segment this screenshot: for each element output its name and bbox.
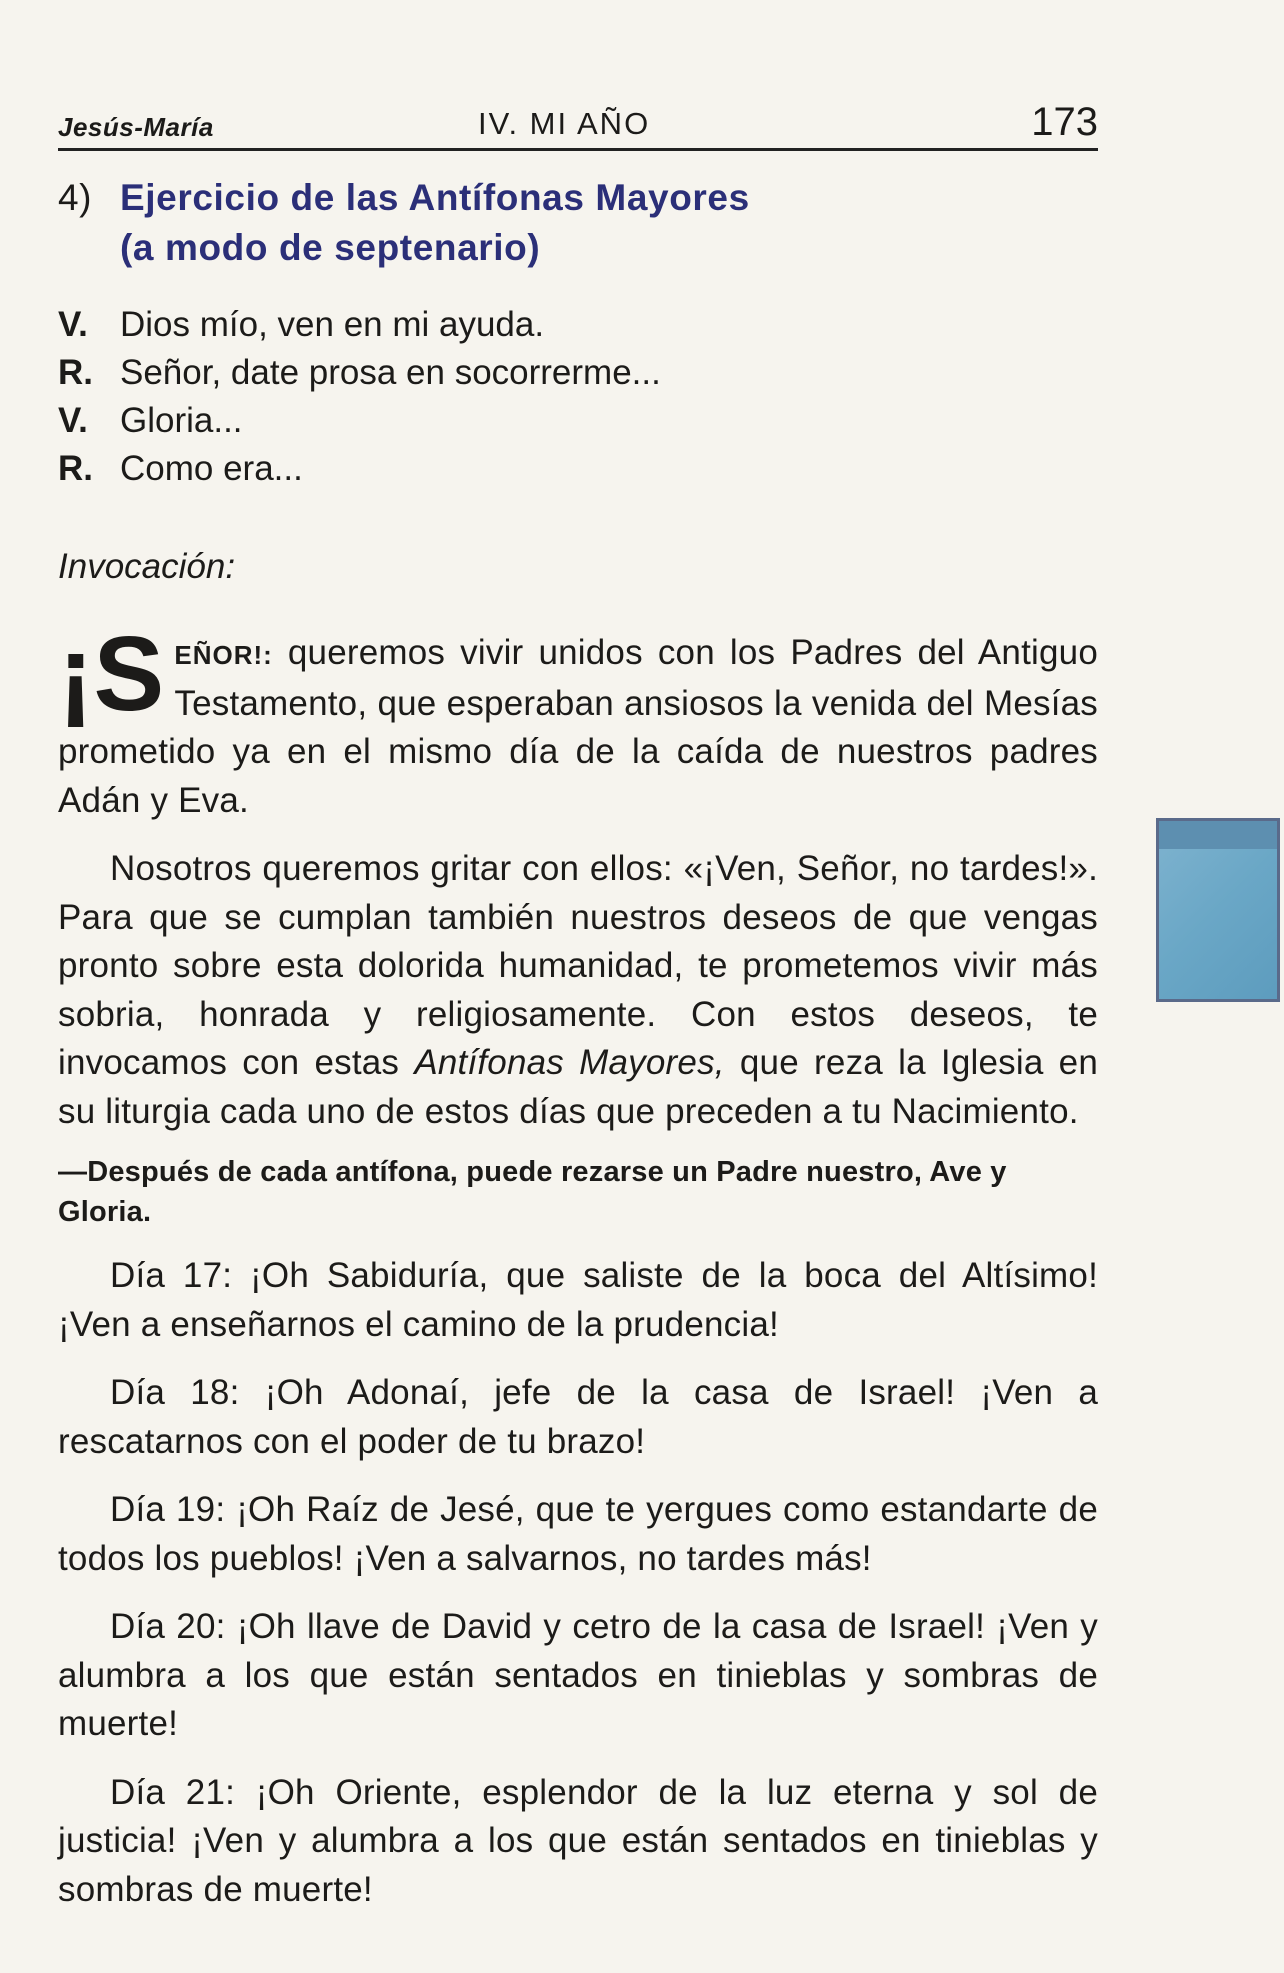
- italic-phrase: Antífonas Mayores,: [414, 1043, 725, 1082]
- paragraph-text-end: que reza la Iglesia en su liturgia cada uno de estos días que preceden a tu Nacimiento.: [58, 1043, 1098, 1131]
- rubric-note: —Después de cada antífona, puede rezarse un Padre nuestro, Ave y Gloria.: [58, 1156, 1007, 1228]
- running-head: [58, 100, 1098, 151]
- versicle-line: [58, 397, 1098, 445]
- section-heading: [58, 173, 1098, 273]
- response-mark: R.: [58, 353, 93, 392]
- response-mark: R.: [58, 449, 93, 488]
- invocation-paragraph-2: [58, 845, 1098, 1136]
- antiphon-text: ¡Oh Adonaí, jefe de la casa de Israel! ¡Ven a rescatarnos con el poder de tu brazo!: [58, 1373, 1099, 1461]
- antiphon-text: ¡Oh llave de David y cetro de la casa de Israel! ¡Ven y alumbra a los que están sentados en tinieblas y sombras de muerte!: [58, 1607, 1098, 1743]
- day-label: Día 20:: [110, 1607, 226, 1646]
- book-page: [58, 100, 1098, 1914]
- antiphon-day-18: [58, 1369, 1098, 1466]
- margin-color-tab: [1156, 818, 1280, 1002]
- response-text: Como era...: [120, 449, 303, 488]
- versicles: [58, 301, 1098, 493]
- day-label: Día 18:: [110, 1373, 240, 1412]
- drop-cap: [58, 615, 165, 733]
- versicle-text: Gloria...: [120, 401, 243, 440]
- antiphon-text: ¡Oh Sabiduría, que saliste de la boca del Altísimo! ¡Ven a enseñarnos el camino de la prudencia!: [58, 1256, 1099, 1344]
- section-title: Ejercicio de las Antífonas Mayores: [120, 177, 750, 218]
- response-line: [58, 445, 1098, 493]
- antiphon-day-17: [58, 1252, 1098, 1349]
- antiphon-day-20: [58, 1603, 1098, 1749]
- margin-tab-band: [1159, 821, 1277, 849]
- response-line: [58, 349, 1098, 397]
- drop-cap-exclamation: ¡: [58, 615, 94, 733]
- paragraph-text: Nosotros queremos gritar con ellos: «¡Ven, Señor, no tardes!». Para que se cumplan también nuestros deseos de que vengas pronto sobre esta dolorida humanidad, te prometemos vivir más sobria, honrada y religiosamente. Con estos deseos, te invocamos con estas: [58, 849, 1098, 1082]
- drop-cap-letter: S: [93, 615, 165, 733]
- invocation-label: Invocación:: [58, 547, 236, 586]
- section-number: 4): [58, 177, 93, 218]
- day-label: Día 17:: [110, 1256, 233, 1295]
- section-subtitle: (a modo de septenario): [120, 227, 541, 268]
- antiphon-day-19: [58, 1486, 1098, 1583]
- small-caps-word: EÑOR!:: [174, 640, 273, 670]
- versicle-line: [58, 301, 1098, 349]
- response-text: Señor, date prosa en socorrerme...: [120, 353, 661, 392]
- page-number: 173: [1031, 100, 1098, 144]
- running-head-author: Jesús-María: [58, 112, 214, 142]
- antiphon-text: ¡Oh Raíz de Jesé, que te yergues como estandarte de todos los pueblos! ¡Ven a salvarnos, no tardes más!: [58, 1490, 1098, 1578]
- antiphon-day-21: [58, 1769, 1098, 1915]
- invocation-paragraph-1: [58, 615, 1098, 825]
- antiphon-text: ¡Oh Oriente, esplendor de la luz eterna y sol de justicia! ¡Ven y alumbra a los que están sentados en tinieblas y sombras de muerte!: [58, 1772, 1098, 1909]
- paragraph-text: queremos vivir unidos con los Padres del Antiguo Testamento, que esperaban ansiosos la venida del Mesías prometido ya en el mismo día de la caída de nuestros padres Adán y Eva.: [58, 633, 1098, 820]
- day-label: Día 19:: [110, 1490, 226, 1529]
- versicle-text: Dios mío, ven en mi ayuda.: [120, 305, 545, 344]
- day-label: Día 21:: [110, 1772, 236, 1812]
- versicle-mark: V.: [58, 401, 88, 440]
- antiphon-list: [58, 1252, 1098, 1914]
- versicle-mark: V.: [58, 305, 88, 344]
- running-head-chapter: IV. MI AÑO: [478, 106, 651, 141]
